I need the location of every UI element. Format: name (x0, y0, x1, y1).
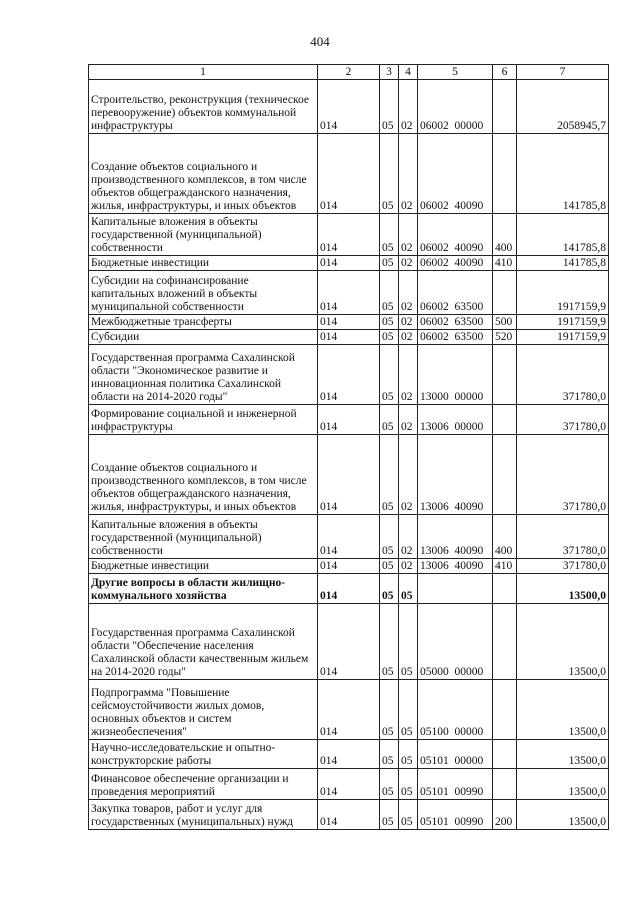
column-header-7: 7 (517, 65, 609, 80)
target-article-cell: 13000 00000 (418, 345, 493, 405)
column-header-1: 1 (89, 65, 318, 80)
ved-code-cell: 014 (318, 574, 380, 604)
target-article-cell: 13006 40090 (418, 515, 493, 559)
row-name-cell: Научно-исследовательские и опытно-конструкторские работы (89, 740, 318, 769)
column-header-5: 5 (418, 65, 493, 80)
expense-type-cell (493, 574, 517, 604)
row-name-cell: Подпрограмма "Повышение сейсмоустойчивости жилых домов, основных объектов и систем жизнеобеспечения" (89, 680, 318, 740)
subsection-code-cell: 05 (399, 680, 418, 740)
subsection-code-cell: 05 (399, 800, 418, 830)
column-header-2: 2 (318, 65, 380, 80)
table-row (89, 214, 609, 256)
expense-type-cell: 200 (493, 800, 517, 830)
subsection-code-cell: 05 (399, 740, 418, 769)
section-code-cell: 05 (380, 330, 399, 345)
row-name-cell: Государственная программа Сахалинской области "Обеспечение населения Сахалинской области качественным жильем на 2014-2020 годы" (89, 604, 318, 680)
subsection-code-cell: 02 (399, 559, 418, 574)
expense-type-cell (493, 680, 517, 740)
ved-code-cell: 014 (318, 214, 380, 256)
expense-type-cell: 410 (493, 256, 517, 271)
table-row (89, 80, 609, 134)
table-row (89, 134, 609, 214)
ved-code-cell: 014 (318, 345, 380, 405)
row-name-cell: Финансовое обеспечение организации и проведения мероприятий (89, 769, 318, 800)
amount-cell: 2058945,7 (517, 80, 609, 134)
ved-code-cell: 014 (318, 405, 380, 435)
amount-cell: 371780,0 (517, 559, 609, 574)
section-code-cell: 05 (380, 345, 399, 405)
amount-cell: 13500,0 (517, 680, 609, 740)
table-row (89, 515, 609, 559)
target-article-cell: 05101 00990 (418, 800, 493, 830)
table-row (89, 271, 609, 315)
ved-code-cell: 014 (318, 134, 380, 214)
target-article-cell: 05100 00000 (418, 680, 493, 740)
section-code-cell: 05 (380, 740, 399, 769)
ved-code-cell: 014 (318, 435, 380, 515)
amount-cell: 371780,0 (517, 345, 609, 405)
expense-type-cell (493, 134, 517, 214)
expense-type-cell (493, 405, 517, 435)
expense-type-cell (493, 271, 517, 315)
row-name-cell: Бюджетные инвестиции (89, 256, 318, 271)
amount-cell: 141785,8 (517, 134, 609, 214)
ved-code-cell: 014 (318, 769, 380, 800)
amount-cell: 1917159,9 (517, 315, 609, 330)
row-name-cell: Формирование социальной и инженерной инфраструктуры (89, 405, 318, 435)
target-article-cell: 06002 63500 (418, 330, 493, 345)
section-code-cell: 05 (380, 515, 399, 559)
amount-cell: 13500,0 (517, 604, 609, 680)
amount-cell: 141785,8 (517, 256, 609, 271)
ved-code-cell: 014 (318, 330, 380, 345)
section-code-cell: 05 (380, 315, 399, 330)
subsection-code-cell: 02 (399, 214, 418, 256)
target-article-cell: 05000 00000 (418, 604, 493, 680)
amount-cell: 1917159,9 (517, 271, 609, 315)
table-row (89, 740, 609, 769)
expense-type-cell (493, 80, 517, 134)
table-row (89, 256, 609, 271)
row-name-cell: Строительство, реконструкция (техническое перевооружение) объектов коммунальной инфраструктуры (89, 80, 318, 134)
expense-type-cell (493, 435, 517, 515)
expense-type-cell: 400 (493, 214, 517, 256)
subsection-code-cell: 02 (399, 80, 418, 134)
section-code-cell: 05 (380, 574, 399, 604)
amount-cell: 141785,8 (517, 214, 609, 256)
table-row (89, 769, 609, 800)
table-row (89, 680, 609, 740)
table-row (89, 800, 609, 830)
subsection-code-cell: 02 (399, 271, 418, 315)
target-article-cell: 06002 63500 (418, 315, 493, 330)
ved-code-cell: 014 (318, 680, 380, 740)
section-code-cell: 05 (380, 80, 399, 134)
row-name-cell: Государственная программа Сахалинской области "Экономическое развитие и инновационная политика Сахалинской области на 2014-2020 годы" (89, 345, 318, 405)
target-article-cell: 13006 40090 (418, 435, 493, 515)
budget-table (88, 64, 609, 830)
section-code-cell: 05 (380, 214, 399, 256)
subsection-code-cell: 02 (399, 315, 418, 330)
subsection-code-cell: 02 (399, 345, 418, 405)
ved-code-cell: 014 (318, 271, 380, 315)
table-row (89, 604, 609, 680)
section-code-cell: 05 (380, 769, 399, 800)
section-code-cell: 05 (380, 134, 399, 214)
subsection-code-cell: 05 (399, 769, 418, 800)
subsection-code-cell: 02 (399, 134, 418, 214)
table-row (89, 405, 609, 435)
ved-code-cell: 014 (318, 315, 380, 330)
table-row (89, 345, 609, 405)
subsection-code-cell: 02 (399, 256, 418, 271)
section-code-cell: 05 (380, 435, 399, 515)
amount-cell: 13500,0 (517, 740, 609, 769)
ved-code-cell: 014 (318, 740, 380, 769)
column-header-6: 6 (493, 65, 517, 80)
target-article-cell: 05101 00990 (418, 769, 493, 800)
subsection-code-cell: 02 (399, 405, 418, 435)
row-name-cell: Бюджетные инвестиции (89, 559, 318, 574)
section-code-cell: 05 (380, 559, 399, 574)
amount-cell: 13500,0 (517, 574, 609, 604)
subsection-code-cell: 02 (399, 435, 418, 515)
section-code-cell: 05 (380, 405, 399, 435)
section-code-cell: 05 (380, 800, 399, 830)
page-number: 404 (310, 34, 330, 49)
row-name-cell: Закупка товаров, работ и услуг для государственных (муниципальных) нужд (89, 800, 318, 830)
amount-cell: 13500,0 (517, 800, 609, 830)
column-header-3: 3 (380, 65, 399, 80)
row-name-cell: Другие вопросы в области жилищно-коммунального хозяйства (89, 574, 318, 604)
header-row (89, 65, 609, 80)
amount-cell: 13500,0 (517, 769, 609, 800)
target-article-cell: 06002 40090 (418, 256, 493, 271)
row-name-cell: Субсидии (89, 330, 318, 345)
expense-type-cell: 520 (493, 330, 517, 345)
subsection-code-cell: 02 (399, 515, 418, 559)
section-code-cell: 05 (380, 256, 399, 271)
table-row (89, 315, 609, 330)
target-article-cell: 06002 40090 (418, 214, 493, 256)
ved-code-cell: 014 (318, 256, 380, 271)
expense-type-cell: 400 (493, 515, 517, 559)
subsection-code-cell: 05 (399, 574, 418, 604)
row-name-cell: Создание объектов социального и производственного комплексов, в том числе объектов общегражданского назначения, жилья, инфраструктуры, и иных объектов (89, 134, 318, 214)
target-article-cell: 13006 00000 (418, 405, 493, 435)
table-row (89, 559, 609, 574)
subsection-code-cell: 02 (399, 330, 418, 345)
target-article-cell: 06002 63500 (418, 271, 493, 315)
expense-type-cell (493, 604, 517, 680)
amount-cell: 371780,0 (517, 435, 609, 515)
expense-type-cell: 410 (493, 559, 517, 574)
ved-code-cell: 014 (318, 80, 380, 134)
expense-type-cell (493, 769, 517, 800)
ved-code-cell: 014 (318, 604, 380, 680)
section-code-cell: 05 (380, 271, 399, 315)
target-article-cell (418, 574, 493, 604)
column-header-4: 4 (399, 65, 418, 80)
target-article-cell: 13006 40090 (418, 559, 493, 574)
target-article-cell: 06002 00000 (418, 80, 493, 134)
target-article-cell: 06002 40090 (418, 134, 493, 214)
row-name-cell: Создание объектов социального и производственного комплексов, в том числе объектов общегражданского назначения, жилья, инфраструктуры, и иных объектов (89, 435, 318, 515)
table-row (89, 435, 609, 515)
amount-cell: 1917159,9 (517, 330, 609, 345)
section-code-cell: 05 (380, 604, 399, 680)
amount-cell: 371780,0 (517, 515, 609, 559)
row-name-cell: Субсидии на софинансирование капитальных вложений в объекты муниципальной собственности (89, 271, 318, 315)
amount-cell: 371780,0 (517, 405, 609, 435)
expense-type-cell (493, 345, 517, 405)
table-row (89, 330, 609, 345)
ved-code-cell: 014 (318, 559, 380, 574)
table-body (89, 80, 609, 830)
row-name-cell: Межбюджетные трансферты (89, 315, 318, 330)
expense-type-cell: 500 (493, 315, 517, 330)
row-name-cell: Капитальные вложения в объекты государственной (муниципальной) собственности (89, 214, 318, 256)
target-article-cell: 05101 00000 (418, 740, 493, 769)
row-name-cell: Капитальные вложения в объекты государственной (муниципальной) собственности (89, 515, 318, 559)
expense-type-cell (493, 740, 517, 769)
ved-code-cell: 014 (318, 800, 380, 830)
subsection-code-cell: 05 (399, 604, 418, 680)
section-code-cell: 05 (380, 680, 399, 740)
ved-code-cell: 014 (318, 515, 380, 559)
table-row (89, 574, 609, 604)
